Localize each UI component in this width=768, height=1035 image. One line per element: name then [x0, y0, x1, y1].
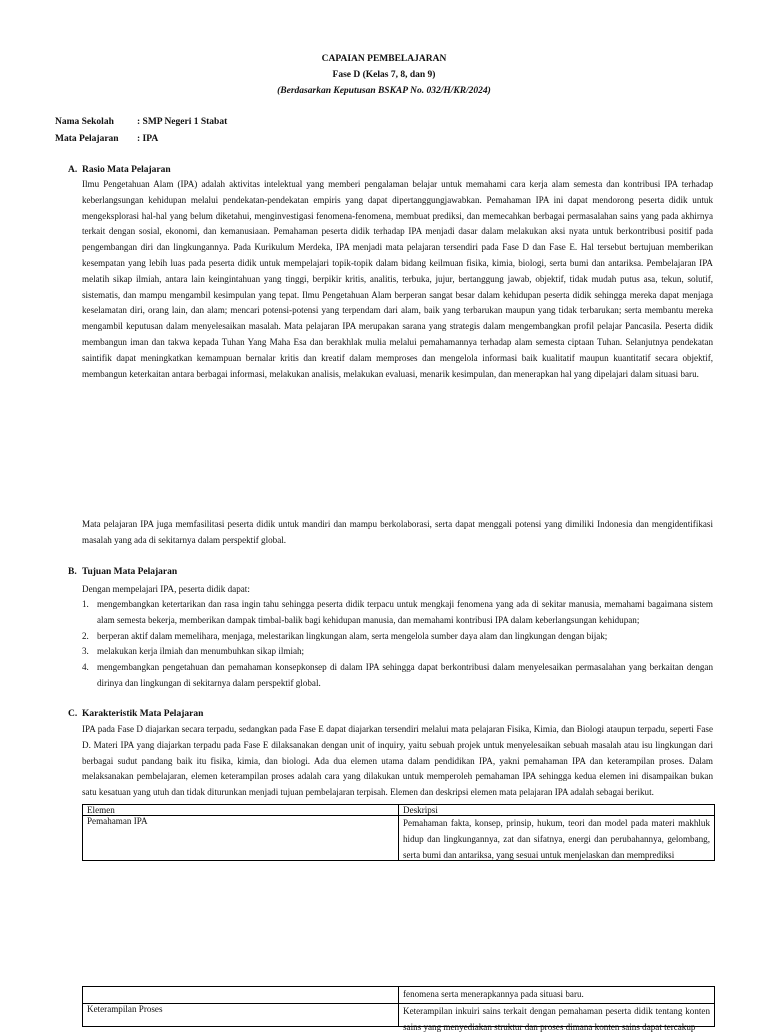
list-item: [82, 660, 713, 692]
list-item: [82, 629, 713, 645]
table-header-description: Deskripsi: [399, 805, 715, 816]
basis-note: (Berdasarkan Keputusan BSKAP No. 032/H/KR/2024): [277, 86, 491, 96]
section-a-letter: A.: [68, 165, 78, 175]
table-cell-description-text: Keterampilan inkuiri sains terkait dengan pemahaman peserta didik tentang konten sains yang menyediakan struktur dan proses dimana konten sains dapat tercakup: [403, 1005, 710, 1032]
list-item-number: 3.: [82, 646, 89, 657]
table-cell-element: [83, 987, 399, 1004]
section-b-title: Tujuan Mata Pelajaran: [82, 567, 178, 577]
section-b-intro: Dengan mempelajari IPA, peserta didik dapat:: [82, 584, 250, 594]
table-cell-description-text: Pemahaman fakta, konsep, prinsip, hukum, teori dan model pada materi makhluk hidup dan lingkungannya, zat dan sifatnya, energi dan perubahannya, gelombang, serta bumi dan antariksa, yang sesuai untuk menjelaskan dan memprediksi: [403, 818, 710, 860]
table-row: [83, 1003, 715, 1026]
list-item: [82, 644, 713, 660]
section-c-paragraph: IPA pada Fase D diajarkan secara terpadu, sedangkan pada Fase E dapat diajarkan tersendiri melalui mata pelajaran Fisika, Kimia, dan Biologi ataupun terpadu, seperti Fase D. Materi IPA yang diajarkan terpadu pada Fase E dilaksanakan dengan unit of inquiry, yaitu sebuah projek untuk menyelesaikan sebuah masalah atau isu lingkungan dari berbagai sudut pandang baik itu fisika, kimia, dan biologi. Ada dua elemen utama dalam pendidikan IPA, yakni pemahaman IPA dan keterampilan proses. Dalam melaksanakan pembelajaran, elemen keterampilan proses adalah cara yang dilakukan untuk memperoleh pemahaman IPA sehingga kedua elemen ini disampaikan bukan satu kesatuan yang utuh dan tidak diturunkan menjadi tujuan pembelajaran terpisah. Elemen dan deskripsi elemen mata pelajaran IPA adalah sebagai berikut.: [82, 724, 713, 798]
table-row: [83, 987, 715, 1004]
goals-list: [82, 597, 713, 692]
document-title: CAPAIAN PEMBELAJARAN: [321, 54, 447, 64]
list-item-text: mengembangkan pengetahuan dan pemahaman konsepkonsep di dalam IPA sehingga dapat berkontribusi dalam menyelesaikan permasalahan yang berkaitan dengan dirinya dan lingkungan di sekitarnya dalam perspektif global.: [97, 662, 713, 688]
section-a-paragraph-1: Ilmu Pengetahuan Alam (IPA) adalah aktivitas intelektual yang memberi pengalaman belajar untuk memahami cara kerja alam semesta dan kontribusi IPA terhadap keberlangsungan kehidupan melalui pendekatan-pendekatan empiris yang dapat dipertanggungjawabkan. Pemahaman IPA ini dapat mendorong peserta didik untuk mengeksplorasi hal-hal yang belum diketahui, menginvestigasi fenomena-fenomena, membuat prediksi, dan memecahkan berbagai permasalahan sains yang pada akhirnya terkait dengan sosial, ekonomi, dan kemanusiaan. Pemahaman peserta didik terhadap IPA menjadi dasar dalam melakukan aksi nyata untuk berkontribusi positif pada pengembangan diri dan lingkungannya. Pada Kurikulum Merdeka, IPA menjadi mata pelajaran tersendiri pada Fase D dan Fase E. Hal tersebut bertujuan memberikan kesempatan yang lebih luas pada peserta didik untuk mempelajari topik-topik dalam bidang keilmuan fisika, kimia, biologi, serta bumi dan antariksa. Pembelajaran IPA melatih sikap ilmiah, antara lain keingintahuan yang tinggi, berpikir kritis, analitis, terbuka, jujur, bertanggung jawab, objektif, tidak mudah putus asa, tekun, solutif, sistematis, dan mampu mengambil kesimpulan yang tepat. Ilmu Pengetahuan Alam berperan sangat besar dalam kehidupan peserta didik sehingga mereka dapat menjaga keselamatan diri, orang lain, dan alam; mencari potensi-potensi yang terpendam dari alam, baik yang terbarukan maupun yang tidak terbarukan; serta membantu mereka mengambil keputusan dalam menyelesaikan masalah. Mata pelajaran IPA merupakan sarana yang strategis dalam mengembangkan profil pelajar Pancasila. Peserta didik membangun iman dan takwa kepada Tuhan Yang Maha Esa dan berakhlak mulia melalui pemahamannya terhadap alam semesta ciptaan Tuhan. Selanjutnya pendekatan saintifik dapat meningkatkan kemampuan bernalar kritis dan kreatif dalam memproses dan mengelola informasi baik kualitatif maupun kuantitatif secara objektif, membangun keterkaitan antara berbagai informasi, melakukan analisis, melakukan evaluasi, menarik kesimpulan, dan menerapkan hal yang dipelajari dalam situasi baru.: [82, 179, 713, 379]
subject-value: : IPA: [137, 134, 159, 144]
list-item-text: melakukan kerja ilmiah dan menumbuhkan sikap ilmiah;: [97, 646, 305, 657]
table-header-element: Elemen: [83, 805, 399, 816]
phase-heading: Fase D (Kelas 7, 8, dan 9): [332, 70, 436, 80]
table-cell-description: [399, 816, 715, 861]
section-c-letter: C.: [68, 709, 78, 719]
school-row: [55, 117, 227, 127]
list-item-number: 4.: [82, 662, 89, 673]
table-cell-element: Pemahaman IPA: [83, 816, 399, 861]
table-cell-description: fenomena serta menerapkannya pada situasi baru.: [399, 987, 715, 1004]
elements-table: [82, 804, 715, 861]
section-a-heading: [68, 165, 171, 175]
section-a-paragraph-2: Mata pelajaran IPA juga memfasilitasi peserta didik untuk mandiri dan mampu berkolaborasi, serta dapat menggali potensi yang dimiliki Indonesia dan mengidentifikasi masalah yang ada di sekitarnya dalam perspektif global.: [82, 519, 713, 545]
list-item-number: 2.: [82, 630, 89, 641]
list-item-text: mengembangkan ketertarikan dan rasa ingin tahu sehingga peserta didik terpacu untuk mengkaji fenomena yang ada di sekitar manusia, memahami bagaimana sistem alam semesta bekerja, memberikan dampak timbal-balik bagi kehidupan manusia, dan memahami kontribusi IPA dalam keberlangsungan kehidupan;: [97, 599, 713, 625]
elements-table-continued: [82, 986, 715, 1032]
table-row: [83, 816, 715, 861]
section-a-title: Rasio Mata Pelajaran: [82, 165, 171, 175]
list-item-text: berperan aktif dalam memelihara, menjaga, melestarikan lingkungan alam, serta mengelola sumber daya alam dan lingkungan dengan bijak;: [97, 630, 608, 641]
table-cell-description: [399, 1003, 715, 1032]
subject-row: [55, 134, 158, 144]
list-item: [82, 597, 713, 629]
section-b-letter: B.: [68, 567, 77, 577]
section-b-heading: [68, 567, 177, 577]
school-value: : SMP Negeri 1 Stabat: [137, 117, 228, 127]
subject-label: Mata Pelajaran: [55, 134, 119, 144]
section-c-title: Karakteristik Mata Pelajaran: [82, 709, 204, 719]
school-label: Nama Sekolah: [55, 117, 114, 127]
section-c-heading: [68, 709, 203, 719]
list-item-number: 1.: [82, 599, 89, 609]
table-header-row: [83, 805, 715, 816]
table-cell-element: Keterampilan Proses: [83, 1003, 399, 1026]
